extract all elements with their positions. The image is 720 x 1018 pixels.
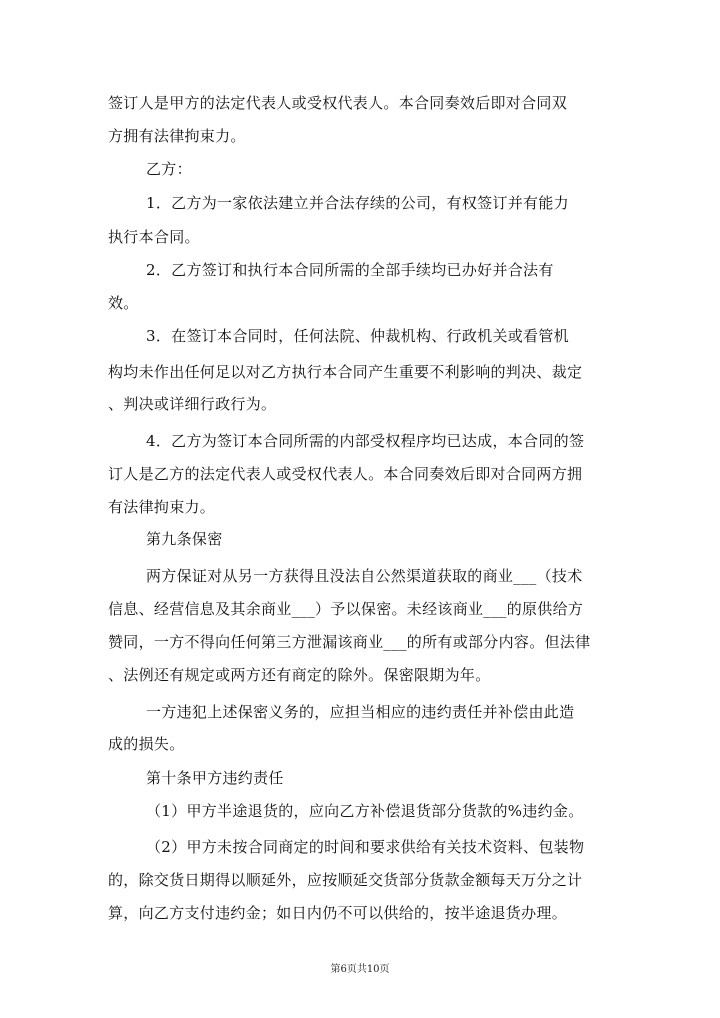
text-line: 、判决或详细行政行为。 <box>108 395 277 413</box>
text-line: 信息、经营信息及其余商业___）予以保密。未经该商业___的原供给方 <box>108 600 584 618</box>
text-line: 乙方： <box>146 160 192 178</box>
text-line: 一方违犯上述保密义务的，应担当相应的违约责任并补偿由此造 <box>146 703 575 721</box>
text-line: （2）甲方未按合同商定的时间和要求供给有关技术资料、包装物 <box>146 838 585 856</box>
text-line: 方拥有法律拘束力。 <box>108 127 246 145</box>
text-line: 4．乙方为签订本合同所需的内部受权程序均已达成，本合同的签 <box>146 432 585 450</box>
text-line: 效。 <box>108 294 139 312</box>
text-line: 有法律拘束力。 <box>108 498 216 516</box>
text-line: 赞同，一方不得向任何第三方泄漏该商业___的所有或部分内容。但法律 <box>108 633 591 651</box>
text-line: 执行本合同。 <box>108 228 200 246</box>
text-line: 两方保证对从另一方获得且没法自公然渠道获取的商业___（技术 <box>146 567 583 585</box>
page-number: 第6页共10页 <box>330 964 390 975</box>
text-line: 构均未作出任何足以对乙方执行本合同产生重要不利影响的判决、裁定 <box>108 363 583 381</box>
section-heading: 第九条保密 <box>146 530 223 548</box>
section-heading: 第十条甲方违约责任 <box>146 769 284 787</box>
text-line: 算，向乙方支付违约金；如日内仍不可以供给的，按半途退货办理。 <box>108 904 568 922</box>
text-line: 1．乙方为一家依法建立并合法存续的公司，有权签订并有能力 <box>146 194 569 212</box>
text-line: 、法例还有规定或两方还有商定的除外。保密限期为年。 <box>108 666 491 684</box>
text-line: （1）甲方半途退货的，应向乙方补偿退货部分货款的%违约金。 <box>146 802 584 820</box>
text-line: 成的损失。 <box>108 735 185 753</box>
text-line: 签订人是甲方的法定代表人或受权代表人。本合同奏效后即对合同双 <box>108 94 568 112</box>
text-line: 订人是乙方的法定代表人或受权代表人。本合同奏效后即对合同两方拥 <box>108 465 583 483</box>
text-line: 2．乙方签订和执行本合同所需的全部手续均已办好并合法有 <box>146 261 554 279</box>
text-line: 的，除交货日期得以顺延外，应按顺延交货部分货款金额每天万分之计 <box>108 871 583 889</box>
text-line: 3．在签订本合同时，任何法院、仲裁机构、行政机关或看管机 <box>146 327 569 345</box>
